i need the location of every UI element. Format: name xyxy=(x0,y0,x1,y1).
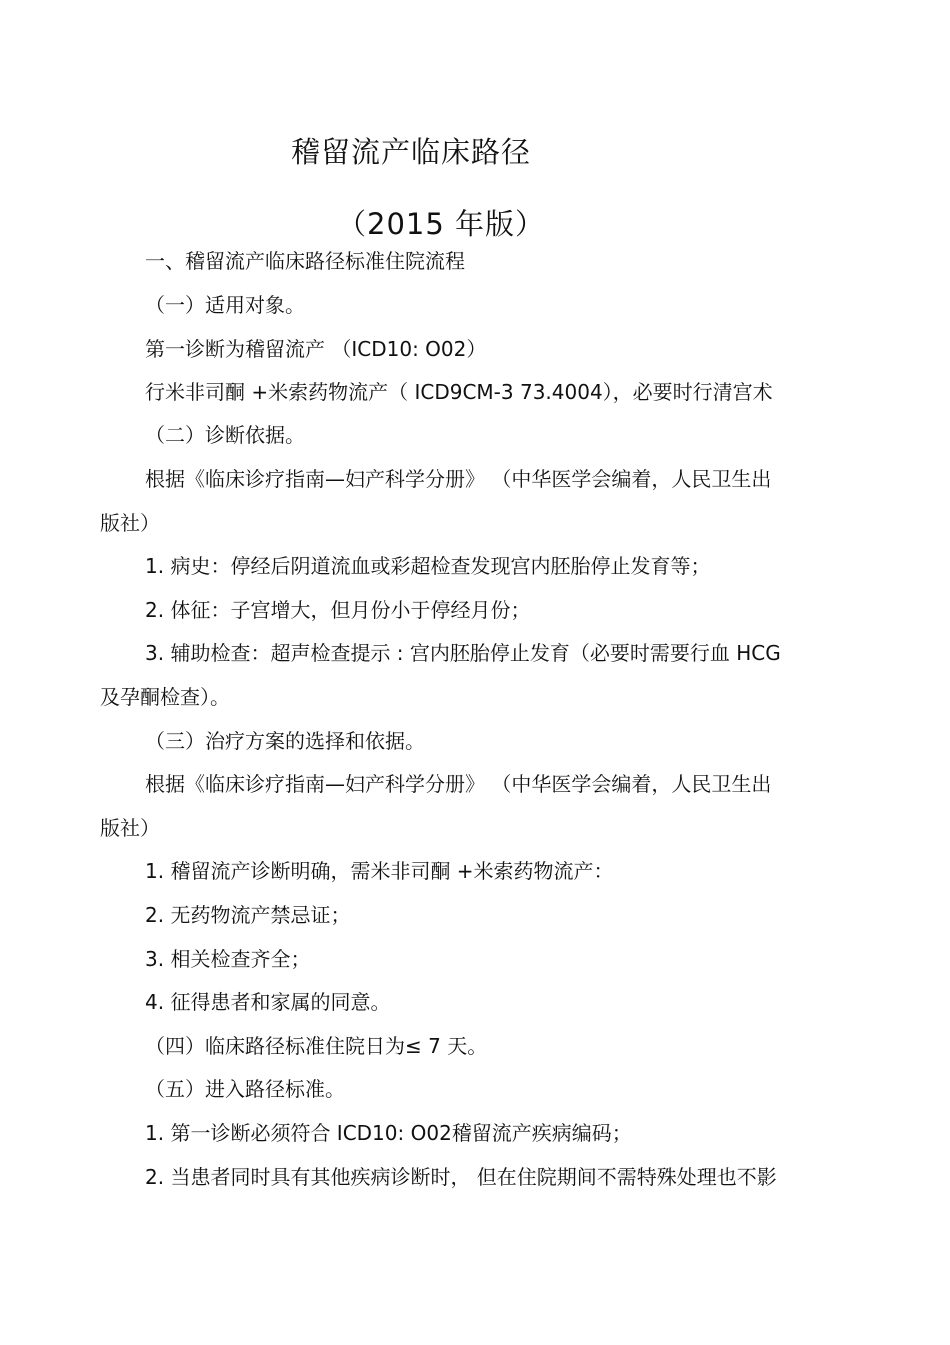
list-item: 4. 征得患者和家属的同意。 xyxy=(145,990,391,1014)
subsection-heading: （四）临床路径标准住院日为≤ 7 天。 xyxy=(145,1034,488,1058)
section-heading: 一、稽留流产临床路径标准住院流程 xyxy=(145,249,465,273)
paragraph-line: 及孕酮检查）。 xyxy=(100,685,230,709)
list-item: 2. 当患者同时具有其他疾病诊断时， 但在住院期间不需特殊处理也不影 xyxy=(145,1165,777,1189)
paragraph-line: 版社） xyxy=(100,511,160,535)
paragraph-line: 根据《临床诊疗指南—妇产科学分册》 （中华医学会编着，人民卫生出 xyxy=(145,467,772,491)
list-item: 1. 病史：停经后阴道流血或彩超检查发现宫内胚胎停止发育等； xyxy=(145,554,711,578)
list-item: 2. 无药物流产禁忌证； xyxy=(145,903,351,927)
subsection-heading: （一）适用对象。 xyxy=(145,293,305,317)
subsection-heading: （三）治疗方案的选择和依据。 xyxy=(145,729,425,753)
list-item: 1. 第一诊断必须符合 ICD10: O02稽留流产疾病编码； xyxy=(145,1121,632,1145)
paragraph-line: 根据《临床诊疗指南—妇产科学分册》 （中华医学会编着，人民卫生出 xyxy=(145,772,772,796)
paragraph-line: 第一诊断为稽留流产 （ICD10: O02） xyxy=(145,337,487,361)
subsection-heading: （五）进入路径标准。 xyxy=(145,1077,345,1101)
paragraph-line: 行米非司酮 +米索药物流产（ ICD9CM-3 73.4004），必要时行清宫术 xyxy=(145,380,773,404)
list-item: 2. 体征：子宫增大，但月份小于停经月份； xyxy=(145,598,531,622)
subsection-heading: （二）诊断依据。 xyxy=(145,423,305,447)
list-item: 3. 相关检查齐全； xyxy=(145,947,311,971)
paragraph-line: 版社） xyxy=(100,816,160,840)
document-title: 稽留流产临床路径 xyxy=(291,135,532,169)
list-item: 3. 辅助检查：超声检查提示 : 宫内胚胎停止发育（必要时需要行血 HCG xyxy=(145,641,781,665)
document-edition: （2015 年版） xyxy=(337,207,546,241)
list-item: 1. 稽留流产诊断明确，需米非司酮 +米索药物流产： xyxy=(145,859,614,883)
